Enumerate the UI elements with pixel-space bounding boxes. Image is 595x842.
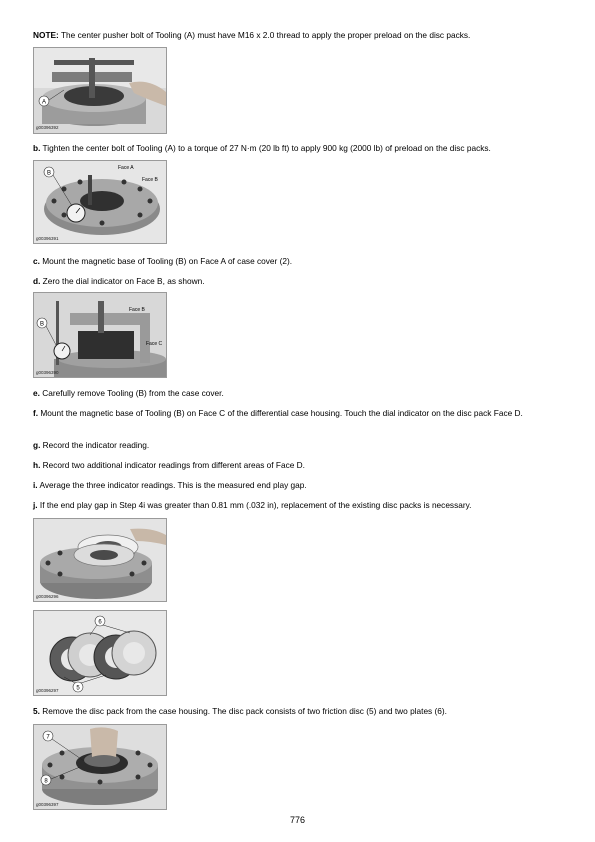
callout-7: 7	[46, 734, 50, 741]
callout-face-b: Face B	[129, 307, 145, 313]
step-text: Average the three indicator readings. This is the measured end play gap.	[37, 480, 307, 490]
step-d-paragraph	[33, 276, 563, 288]
step-5-paragraph	[33, 706, 563, 718]
step-text: Zero the dial indicator on Face B, as shown.	[40, 276, 205, 286]
note-label: NOTE:	[33, 30, 59, 40]
figure-disc-pack-components-photo	[33, 610, 167, 696]
callout-face-a: Face A	[118, 165, 134, 171]
figure-disc-pack-in-housing-photo	[33, 724, 167, 810]
callout-6: 6	[98, 619, 102, 626]
step-text: Carefully remove Tooling (B) from the case cover.	[39, 388, 224, 398]
callout-face-b: Face B	[142, 177, 158, 183]
figure-id: g00396390	[36, 370, 59, 375]
figure-dial-indicator-photo	[33, 292, 167, 378]
step-e-paragraph	[33, 388, 563, 400]
figure-tooling-a-photo	[33, 47, 167, 134]
callout-face-c: Face C	[146, 341, 163, 347]
step-text: If the end play gap in Step 4i was greater than 0.81 mm (.032 in), replacement of the existing disc packs is necessary.	[37, 500, 472, 510]
figure-id: g00396297	[36, 688, 59, 693]
figure-id: g00396392	[36, 125, 59, 130]
figure-id: g00396397	[36, 802, 59, 807]
step-label: f.	[33, 408, 39, 418]
callout-5: 5	[76, 685, 80, 692]
step-f-paragraph	[33, 408, 563, 420]
figure-disc-pack-removal-photo	[33, 518, 167, 602]
figure-id: g00396391	[36, 236, 59, 241]
step-label: b.	[33, 143, 41, 153]
step-j-paragraph	[33, 500, 563, 512]
step-label: j.	[33, 500, 38, 510]
step-label: c.	[33, 256, 40, 266]
figure-id: g00396296	[36, 594, 59, 599]
figure-tooling-b-face-a-photo	[33, 160, 167, 244]
note-paragraph	[33, 30, 563, 42]
step-c-paragraph	[33, 256, 563, 268]
step-text: Tighten the center bolt of Tooling (A) to a torque of 27 N·m (20 lb ft) to apply 900 kg (2000 lb) of preload on the disc packs.	[40, 143, 491, 153]
step-g-paragraph	[33, 440, 563, 452]
note-text: The center pusher bolt of Tooling (A) must have M16 x 2.0 thread to apply the proper preload on the disc packs.	[58, 30, 471, 40]
step-label: e.	[33, 388, 40, 398]
step-h-paragraph	[33, 460, 563, 472]
step-label: g.	[33, 440, 41, 450]
page-number: 776	[289, 815, 306, 825]
callout-b: B	[46, 170, 52, 177]
callout-a: A	[41, 99, 47, 106]
step-text: Mount the magnetic base of Tooling (B) on Face C of the differential case housing. Touch the dial indicator on the disc pack Face D.	[38, 408, 523, 418]
step-label: d.	[33, 276, 41, 286]
step-label: i.	[33, 480, 38, 490]
step-label: 5.	[33, 706, 40, 716]
step-text: Mount the magnetic base of Tooling (B) on Face A of case cover (2).	[39, 256, 293, 266]
step-b-paragraph	[33, 143, 563, 155]
step-i-paragraph	[33, 480, 563, 492]
step-label: h.	[33, 460, 41, 470]
step-text: Record the indicator reading.	[40, 440, 150, 450]
callout-8: 8	[44, 778, 48, 785]
step-text: Remove the disc pack from the case housing. The disc pack consists of two friction disc (5) and two plates (6).	[39, 706, 447, 716]
callout-b: B	[39, 321, 45, 328]
step-text: Record two additional indicator readings from different areas of Face D.	[40, 460, 305, 470]
